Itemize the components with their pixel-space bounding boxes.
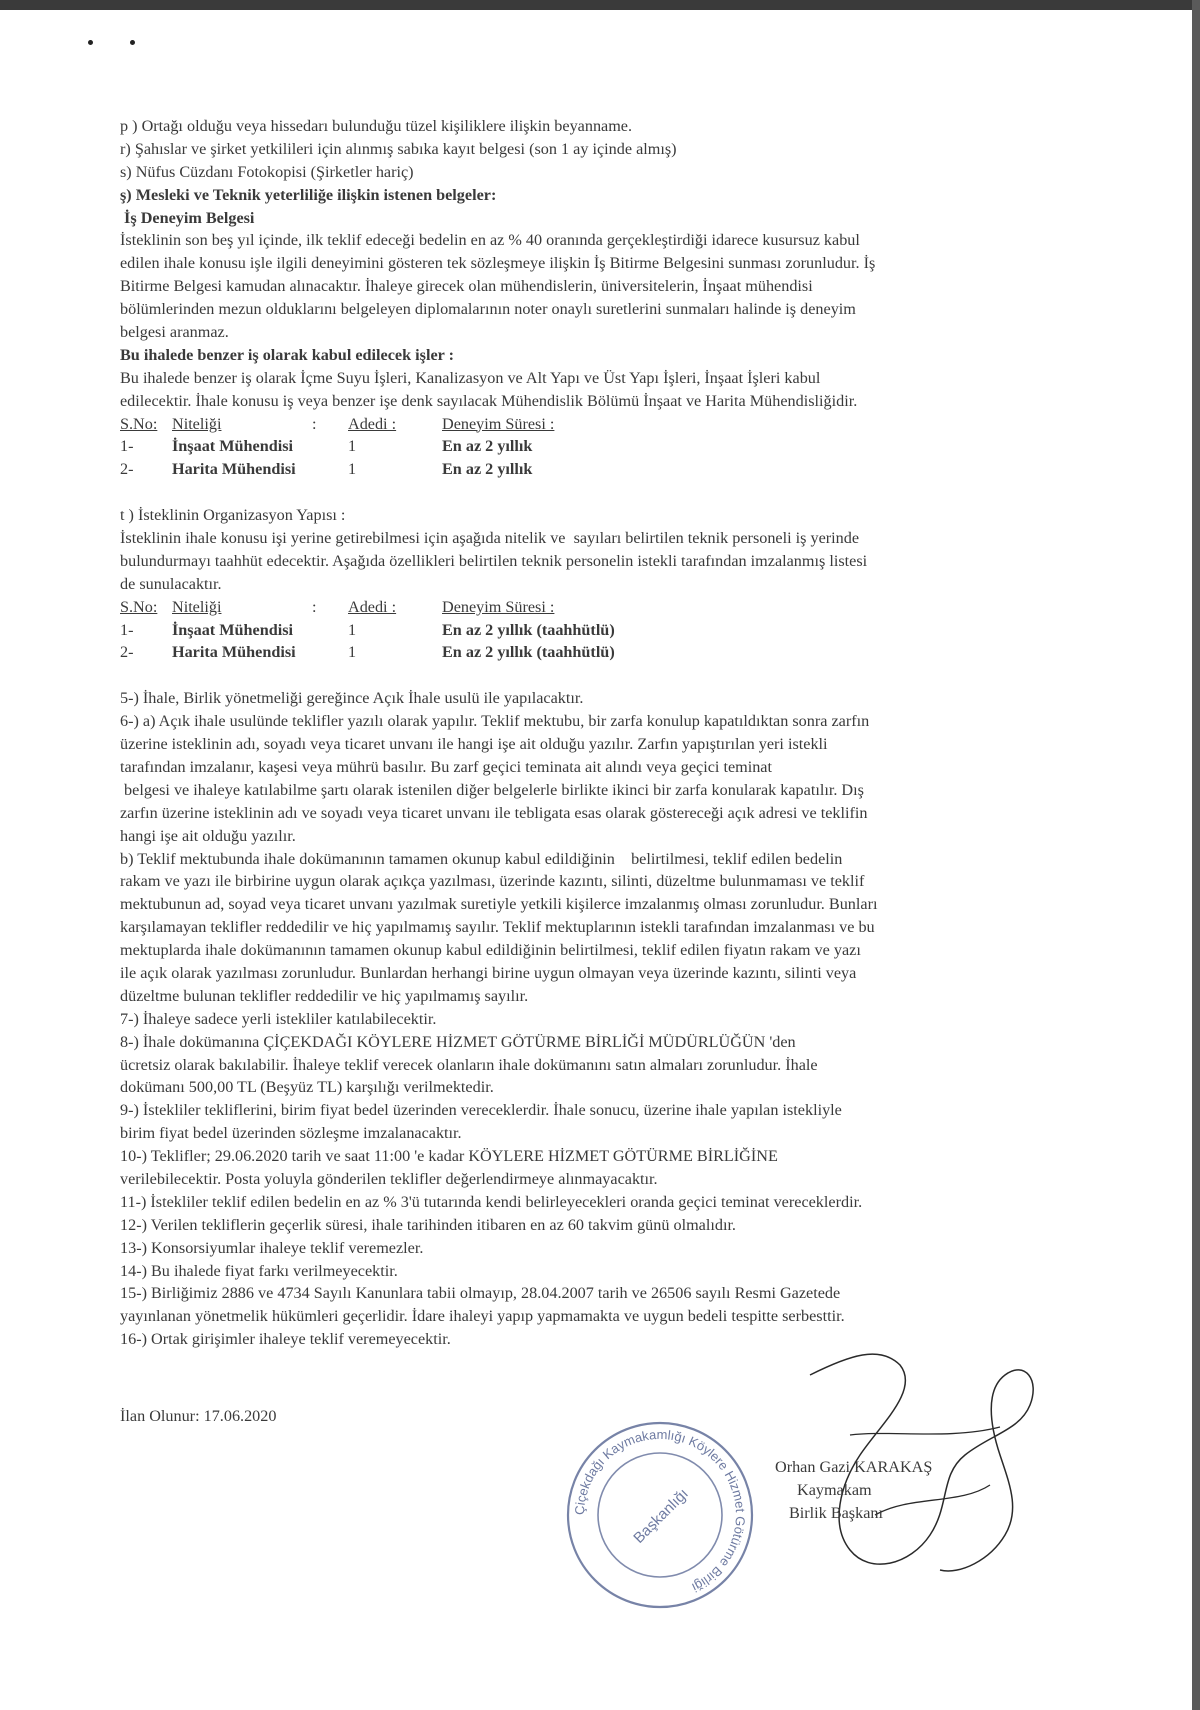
text-line: bulundurmayı taahhüt edecektir. Aşağıda özellikleri belirtilen teknik personelin istekli tarafından imzalanmış listesi [120, 551, 868, 570]
table2-row-deneyim: En az 2 yıllık (taahhütlü) [442, 620, 615, 639]
official-seal [560, 1415, 760, 1615]
text-line: belgesi ve ihaleye katılabilme şartı olarak istenilen diğer belgelerle birlikte ikinci bir zarfa konularak kapatılır. Dış [120, 780, 864, 799]
spacer [120, 664, 1090, 687]
text-line: 13-) Konsorsiyumlar ihaleye teklif veremezler. [120, 1238, 424, 1257]
text-line: düzeltme bulunan teklifler reddedilir ve hiç yapılmamış sayılır. [120, 986, 529, 1005]
text-line: karşılamayan teklifler reddedilir ve hiç yapılmamış sayılır. Teklif mektuplarının istekli tarafından imzalanması ve bu [120, 918, 875, 937]
text-line: edilen ihale konusu işle ilgili deneyimini gösteren tek sözleşmeye ilişkin İş Bitirme Belgesini sunması zorunludur. İş [120, 254, 876, 273]
text-line: İsteklinin son beş yıl içinde, ilk teklif edeceği bedelin en az % 40 oranında gerçekleştirdiği idarece kusursuz kabul [120, 231, 860, 250]
text-line: p ) Ortağı olduğu veya hissedarı bulunduğu tüzel kişiliklere ilişkin beyanname. [120, 117, 633, 135]
section-requirements [120, 115, 1090, 413]
text-line: ücretsiz olarak bakılabilir. İhaleye teklif verecek olanların ihale dokümanını satın almaları zorunludur. İhale [120, 1055, 818, 1074]
table2-row-adedi: 1 [348, 643, 357, 662]
text-line: t ) İsteklinin Organizasyon Yapısı : [120, 506, 346, 525]
table2-row-sno: 1- [120, 620, 134, 639]
table2-row-sno: 2- [120, 643, 134, 662]
spacer [120, 481, 1090, 504]
text-line: İş Deneyim Belgesi [120, 208, 255, 227]
table1-row-adedi: 1 [348, 437, 357, 456]
text-line: üzerine isteklinin adı, soyadı veya ticaret unvanı ile hangi işe ait olduğu yazılır. Zarfın yapıştırılan yeri istekli [120, 735, 828, 754]
text-line: Bitirme Belgesi kamudan alınacaktır. İhaleye girecek olan mühendislerin, üniversitelerin, İnşaat mühendisi [120, 277, 813, 296]
text-line: belgesi aranmaz. [120, 323, 229, 342]
table2-row-adedi: 1 [348, 620, 357, 639]
text-line: bölümlerinden mezun olduklarını belgeleyen diplomalarının noter onaylı suretlerini sunmaları halinde iş deneyim [120, 300, 856, 319]
table1-row-deneyim: En az 2 yıllık [442, 460, 533, 479]
section-tender-terms [120, 687, 1090, 1351]
text-line: b) Teklif mektubunda ihale dokümanının tamamen okunup kabul edildiğinin belirtilmesi, teklif edilen bedelin [120, 849, 843, 868]
table1-header-sno: S.No: [120, 414, 158, 433]
table2-row [120, 641, 1090, 664]
table2-row-deneyim: En az 2 yıllık (taahhütlü) [442, 643, 615, 662]
text-line: r) Şahıslar ve şirket yetkilileri için alınmış sabıka kayıt belgesi (son 1 ay içinde almış) [120, 139, 677, 158]
text-line: Bu ihalede benzer iş olarak kabul edilecek işler : [120, 345, 454, 364]
table1-row-adedi: 1 [348, 460, 357, 479]
text-line: mektuplarda ihale dokümanının tamamen okunup kabul edildiğinin belirtilmesi, teklif edilen fiyatın rakam ve yazı [120, 941, 861, 960]
text-line: verilebilecektir. Posta yoluyla gönderilen teklifler değerlendirmeye alınmayacaktır. [120, 1169, 658, 1188]
table1-header-niteligi: Niteliği [172, 414, 222, 433]
document-body [120, 115, 1090, 1351]
text-line: 5-) İhale, Birlik yönetmeliği gereğince Açık İhale usulü ile yapılacaktır. [120, 689, 584, 708]
text-line: mektubunun ad, soyad veya ticaret unvanı yazılmak suretiyle yetkili kişilerce imzalanmış olması zorunludur. Bunları [120, 895, 878, 914]
signatory-organization: Birlik Başkanı [789, 1504, 883, 1522]
table2-row-niteligi: İnşaat Mühendisi [172, 620, 293, 639]
text-line: Bu ihalede benzer iş olarak İçme Suyu İşleri, Kanalizasyon ve Alt Yapı ve Üst Yapı İşleri, İnşaat İşleri kabul [120, 368, 821, 387]
table1-header [120, 413, 1090, 436]
text-line: s) Nüfus Cüzdanı Fotokopisi (Şirketler hariç) [120, 162, 414, 181]
text-line: ile açık olarak yazılması zorunludur. Bunlardan herhangi birine uygun olmayan veya üzerinde kazıntı, silinti veya [120, 963, 857, 982]
text-line: 8-) İhale dokümanına ÇİÇEKDAĞI KÖYLERE HİZMET GÖTÜRME BİRLİĞİ MÜDÜRLÜĞÜN 'den [120, 1032, 796, 1051]
text-line: birim fiyat bedel üzerinden sözleşme imzalanacaktır. [120, 1124, 462, 1143]
table2-header-niteligi: Niteliği [172, 597, 222, 616]
text-line: edilecektir. İhale konusu iş veya benzer işe denk sayılacak Mühendislik Bölümü İnşaat ve Harita Mühendisliğidir. [120, 391, 858, 410]
signatory-block [775, 1456, 932, 1525]
table2-header-sep: : [312, 597, 317, 616]
table2-header-adedi: Adedi : [348, 597, 397, 616]
text-line: tarafından imzalanır, kaşesi veya mührü basılır. Bu zarf geçici teminata ait alındı veya geçici teminat [120, 757, 772, 776]
text-line: 10-) Teklifler; 29.06.2020 tarih ve saat 11:00 'e kadar KÖYLERE HİZMET GÖTÜRME BİRLİĞİNE [120, 1147, 778, 1166]
text-line: 6-) a) Açık ihale usulünde teklifler yazılı olarak yapılır. Teklif mektubu, bir zarfa konulup kapatıldıktan sonra zarfın [120, 712, 870, 731]
table1-row [120, 435, 1090, 458]
table2-header-deneyim: Deneyim Süresi : [442, 597, 555, 616]
text-line: 9-) İstekliler tekliflerini, birim fiyat bedel üzerinden vereceklerdir. İhale sonucu, üzerine ihale yapılan istekliyle [120, 1101, 842, 1120]
text-line: hangi işe ait olduğu yazılır. [120, 826, 296, 845]
table1-row-sno: 2- [120, 460, 134, 479]
table2-row [120, 619, 1090, 642]
text-line: yayınlanan yönetmelik hükümleri geçerlidir. İdare ihaleyi yapıp yapmamakta ve uygun bedeli tespitte serbesttir. [120, 1307, 845, 1326]
scan-specks [88, 40, 148, 52]
text-line: 15-) Birliğimiz 2886 ve 4734 Sayılı Kanunlara tabii olmayıp, 28.04.2007 tarih ve 26506 sayılı Resmi Gazetede [120, 1284, 841, 1303]
announcement-date: İlan Olunur: 17.06.2020 [120, 1407, 277, 1425]
table1-header-adedi: Adedi : [348, 414, 397, 433]
text-line: de sunulacaktır. [120, 574, 222, 593]
table1-row-sno: 1- [120, 437, 134, 456]
text-line: 14-) Bu ihalede fiyat farkı verilmeyecektir. [120, 1261, 398, 1280]
scan-right-edge [1192, 0, 1200, 1710]
seal-center-text: Başkanlığı [630, 1485, 692, 1547]
text-line: İsteklinin ihale konusu işi yerine getirebilmesi için aşağıda nitelik ve sayıları belirtilen teknik personeli iş yerinde [120, 529, 860, 548]
text-line: ş) Mesleki ve Teknik yeterliliğe ilişkin istenen belgeler: [120, 185, 497, 204]
text-line: 7-) İhaleye sadece yerli istekliler katılabilecektir. [120, 1009, 437, 1028]
table1-row-niteligi: Harita Mühendisi [172, 460, 296, 479]
table1-row-niteligi: İnşaat Mühendisi [172, 437, 293, 456]
text-line: rakam ve yazı ile birbirine uygun olarak açıkça yazılması, üzerinde kazıntı, silinti, düzeltme bulunmaması ve teklif [120, 872, 865, 891]
table1-row [120, 458, 1090, 481]
signatory-title: Kaymakam [797, 1481, 872, 1499]
table1-row-deneyim: En az 2 yıllık [442, 437, 533, 456]
table2-header [120, 596, 1090, 619]
text-line: 11-) İstekliler teklif edilen bedelin en az % 3'ü tutarında kendi belirleyecekleri oranda geçici teminat vereceklerdir. [120, 1192, 863, 1211]
seal-ring-text: Çiçekdağı Kaymakamlığı Köylere Hizmet Götürme Birliği [571, 1426, 749, 1596]
section-organization [120, 504, 1090, 596]
text-line: dokümanı 500,00 TL (Beşyüz TL) karşılığı verilmektedir. [120, 1078, 494, 1097]
table2-row-niteligi: Harita Mühendisi [172, 643, 296, 662]
table2-header-sno: S.No: [120, 597, 158, 616]
text-line: 12-) Verilen tekliflerin geçerlik süresi, ihale tarihinden itibaren en az 60 takvim günü olmalıdır. [120, 1215, 736, 1234]
table1-header-deneyim: Deneyim Süresi : [442, 414, 555, 433]
signatory-name: Orhan Gazi KARAKAŞ [775, 1458, 933, 1476]
text-line: 16-) Ortak girişimler ihaleye teklif veremeyecektir. [120, 1330, 451, 1349]
text-line: zarfın üzerine isteklinin adı ve soyadı veya ticaret unvanı ile tebligata esas olarak göstereceği açık adresi ve teklifin [120, 803, 868, 822]
scan-top-edge [0, 0, 1200, 10]
table1-header-sep: : [312, 414, 317, 433]
